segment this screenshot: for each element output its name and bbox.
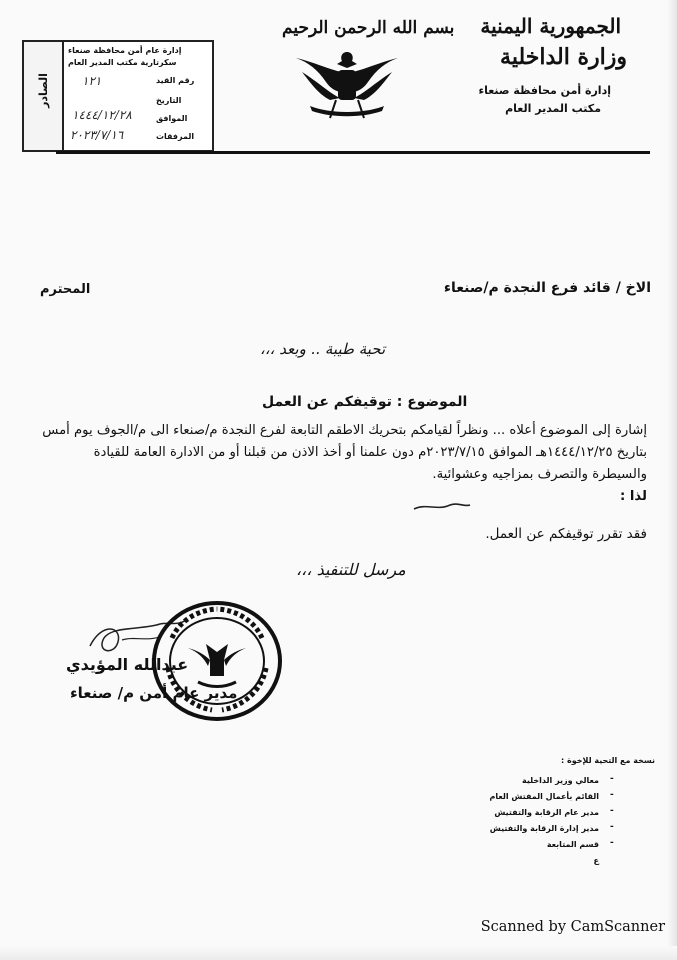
signatory-title: مدير عام أمن م/ صنعاء — [70, 684, 238, 702]
therefore-label: لذا : — [620, 489, 647, 504]
header-country: الجمهورية اليمنية — [480, 14, 621, 38]
signatory-name: عبدالله المؤيدي — [66, 655, 189, 674]
header-divider — [56, 151, 650, 154]
page-bottom-shadow — [0, 946, 677, 960]
list-bullet-icon: - — [610, 838, 614, 848]
letter-body — [17, 420, 647, 508]
body-line: والسيطرة والتصرف بمزاجيه وعشوائية. — [432, 467, 647, 482]
page-edge-shadow — [667, 0, 677, 960]
header-ministry: وزارة الداخلية — [500, 44, 627, 70]
decision-line: فقد تقرر توقيفكم عن العمل. — [485, 526, 647, 542]
scanner-watermark: Scanned by CamScanner — [480, 919, 665, 935]
body-line: إشارة إلى الموضوع أعلاه ... ونظراً لقيامكم بتحريك الاطقم التابعة لفرع النجدة م/صنعاء الى م/الجوف يوم أمس — [42, 423, 647, 438]
stamp-hand-date: ١٤٤٤/١٢/٢٨ — [72, 108, 132, 122]
stamp-field-number: رقم القيد — [156, 76, 195, 85]
stamp-office: سكرتارية مكتب المدير العام — [68, 58, 177, 67]
eagle-emblem-icon — [290, 48, 404, 122]
distribution-item: مدير عام الرقابة والتفتيش — [494, 808, 599, 817]
distribution-item: مدير إدارة الرقابة والتفتيش — [489, 824, 599, 833]
stamp-field-date: التاريخ — [156, 96, 182, 105]
respected-label: المحترم — [40, 282, 91, 297]
addressee: الاخ / قائد فرع النجدة م/صنعاء — [443, 280, 651, 296]
header-department: إدارة أمن محافظة صنعاء — [478, 84, 611, 97]
header-office: مكتب المدير العام — [505, 102, 601, 115]
list-bullet-icon: - — [610, 806, 614, 816]
official-round-stamp-icon — [150, 598, 284, 724]
list-bullet-icon: - — [610, 822, 614, 832]
stamp-hand-number: ١٢١ — [82, 74, 102, 88]
distribution-item: قسم المتابعة — [546, 840, 599, 849]
stamp-hand-corresponding: ٢٠٢٣/٧/١٦ — [70, 128, 124, 142]
distribution-heading: نسخة مع التحية للإخوة : — [561, 756, 655, 765]
closing-line: مرسل للتنفيذ ،،، — [296, 560, 406, 579]
outgoing-label-box — [24, 42, 64, 150]
greeting: تحية طيبة .. وبعد ،،، — [260, 340, 386, 358]
body-line: بتاريخ ١٤٤٤/١٢/٢٥هـ الموافق ٢٠٢٣/٧/١٥م دون علمنا أو أخذ الاذن من قبلنا أو من الادارة العامة للقيادة — [93, 445, 647, 460]
subject-line: الموضوع : توقيفكم عن العمل — [262, 394, 468, 410]
distribution-item: معالي وزير الداخلية — [522, 776, 599, 785]
stamp-field-attachments: المرفقات — [156, 132, 195, 141]
distribution-item: القائم بأعمال المفتش العام — [489, 792, 599, 801]
distribution-item: ع — [593, 856, 599, 865]
list-bullet-icon: - — [610, 774, 614, 784]
handwritten-mark — [412, 499, 472, 513]
list-bullet-icon: - — [610, 790, 614, 800]
outgoing-label: الصادر — [36, 73, 50, 108]
stamp-field-corresponding: الموافق — [156, 114, 188, 123]
registration-stamp — [22, 40, 214, 152]
basmala: بسم الله الرحمن الرحيم — [282, 18, 455, 38]
stamp-department: إدارة عام أمن محافظة صنعاء — [68, 46, 182, 55]
